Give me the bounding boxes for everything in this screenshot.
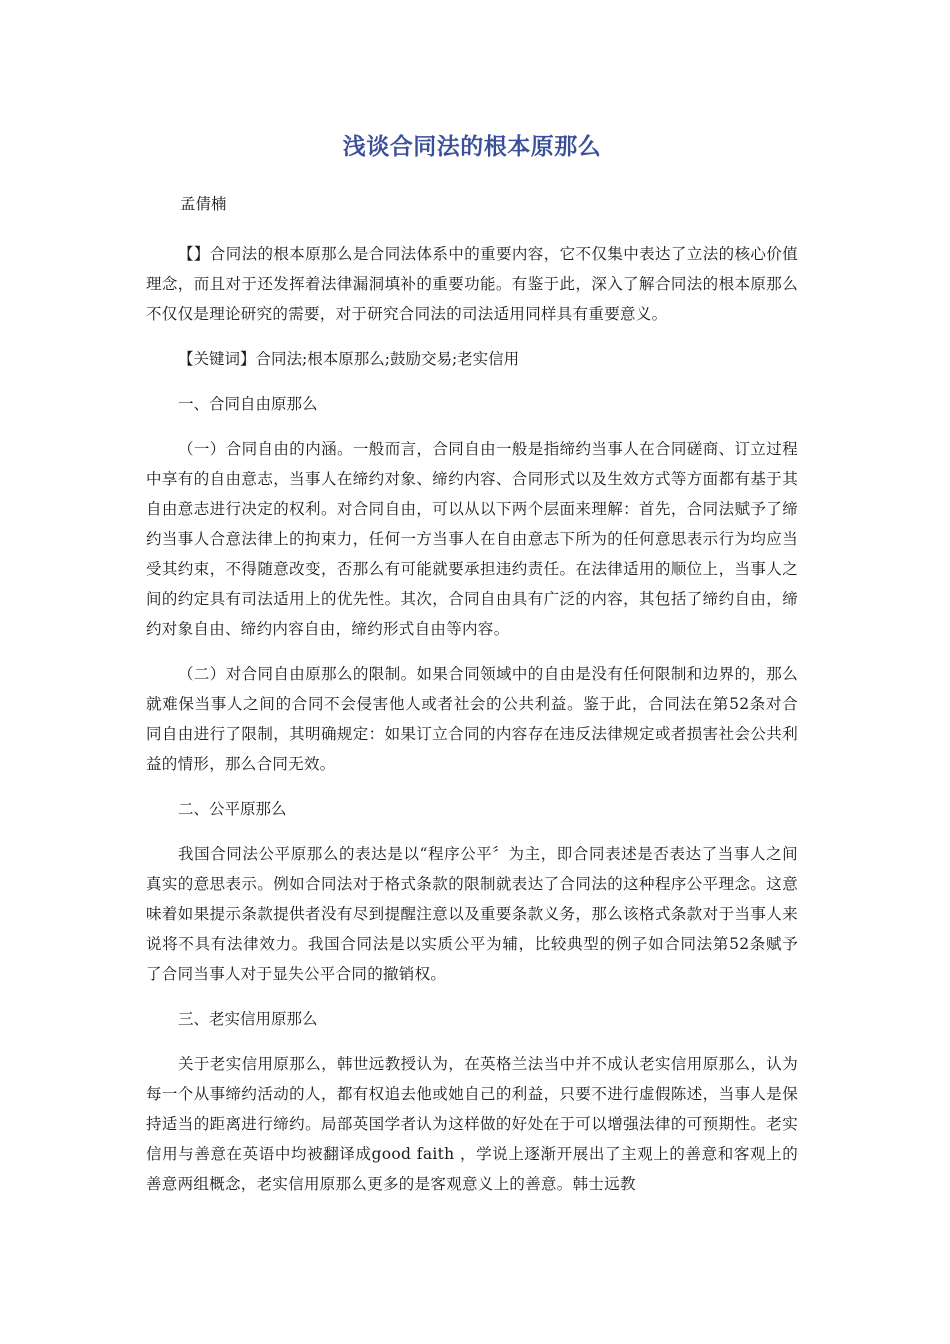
- section1-paragraph-1: （一）合同自由的内涵。一般而言，合同自由一般是指缔约当事人在合同磋商、订立过程中享有的自由意志，当事人在缔约对象、缔约内容、合同形式以及生效方式等方面都有基于其自由意志进行决定的权利。对合同自由，可以从以下两个层面来理解：首先，合同法赋予了缔约当事人合意法律上的拘束力，任何一方当事人在自由意志下所为的任何意思表示行为均应当受其约束，不得随意改变，否那么有可能就要承担违约责任。在法律适用的顺位上，当事人之间的约定具有司法适用上的优先性。其次，合同自由具有广泛的内容，其包括了缔约自由，缔约对象自由、缔约内容自由，缔约形式自由等内容。: [146, 440, 798, 638]
- section1-paragraph-2: （二）对合同自由原那么的限制。如果合同领域中的自由是没有任何限制和边界的，那么就难保当事人之间的合同不会侵害他人或者社会的公共利益。鉴于此，合同法在第52条对合同自由进行了限制，其明确规定：如果订立合同的内容存在违反法律规定或者损害社会公共利益的情形，那么合同无效。: [146, 665, 798, 773]
- section-heading-3: 三、老实信用原那么: [178, 1010, 318, 1028]
- section2-paragraph-1: 我国合同法公平原那么的表达是以“程序公平〞为主，即合同表述是否表达了当事人之间真实的意思表示。例如合同法对于格式条款的限制就表达了合同法的这种程序公平理念。这意味着如果提示条款提供者没有尽到提醒注意以及重要条款义务，那么该格式条款对于当事人来说将不具有法律效力。我国合同法是以实质公平为辅，比较典型的例子如合同法第52条赋予了合同当事人对于显失公平合同的撤销权。: [146, 845, 798, 983]
- section3-paragraph-1: 关于老实信用原那么，韩世远教授认为，在英格兰法当中并不成认老实信用原那么，认为每一个从事缔约活动的人，都有权追去他或她自己的利益，只要不进行虚假陈述，当事人是保持适当的距离进行缔约。局部英国学者认为这样做的好处在于可以增强法律的可预期性。老实信用与善意在英语中均被翻译成good faith ，学说上逐渐开展出了主观上的善意和客观上的善意两组概念，老实信用原那么更多的是客观意义上的善意。韩士远教: [146, 1055, 798, 1193]
- document-title: 浅谈合同法的根本原那么: [342, 134, 602, 160]
- section-heading-2: 二、公平原那么: [178, 800, 287, 818]
- author-name: 孟倩楠: [180, 195, 227, 213]
- section-heading-1: 一、合同自由原那么: [178, 395, 318, 413]
- abstract-paragraph: 【】合同法的根本原那么是合同法体系中的重要内容，它不仅集中表达了立法的核心价值理念，而且对于还发挥着法律漏洞填补的重要功能。有鉴于此，深入了解合同法的根本原那么不仅仅是理论研究的需要，对于研究合同法的司法适用同样具有重要意义。: [146, 245, 798, 323]
- document-page: [146, 128, 798, 1214]
- keywords-line: 【关键词】合同法;根本原那么;鼓励交易;老实信用: [178, 350, 520, 368]
